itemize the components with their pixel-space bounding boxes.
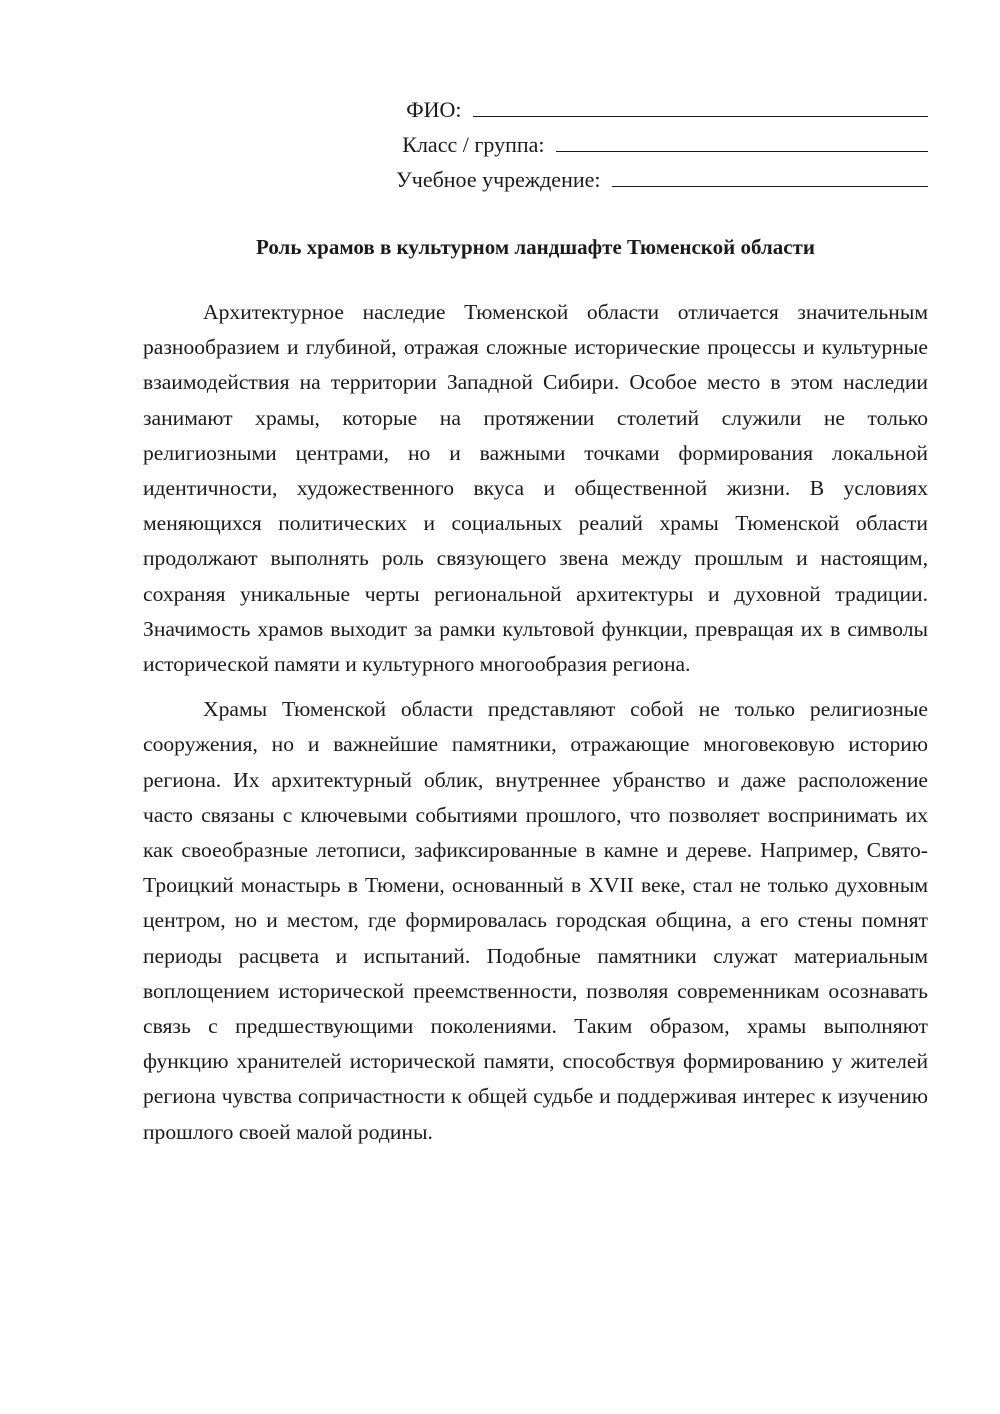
paragraph-2: Храмы Тюменской области представляют собой не только религиозные сооружения, но и важнейшие памятники, отражающие многовековую историю региона. Их архитектурный облик, внутреннее убранство и даже расположение часто связаны с ключевыми событиями прошлого, что позволяет воспринимать их как своеобразные летописи, зафиксированные в камне и дереве. Например, Свято-Троицкий монастырь в Тюмени, основанный в XVII веке, стал не только духовным центром, но и местом, где формировалась городская община, а его стены помнят периоды расцвета и испытаний. Подобные памятники служат материальным воплощением исторической преемственности, позволяя современникам осознавать связь с предшествующими поколениями. Таким образом, храмы выполняют функцию хранителей исторической памяти, способствуя формированию у жителей региона чувства сопричастности к общей судьбе и поддерживая интерес к изучению прошлого своей малой родины. — [143, 697, 928, 1144]
school-blank-field[interactable] — [612, 162, 928, 187]
document-title: Роль храмов в культурном ландшафте Тюменской области — [256, 235, 815, 259]
paragraph-1: Архитектурное наследие Тюменской области отличается значительным разнообразием и глубиной, отражая сложные исторические процессы и культурные взаимодействия на территории Западной Сибири. Особое место в этом наследии занимают храмы, которые на протяжении столетий служили не только религиозными центрами, но и важными точками формирования локальной идентичности, художественного вкуса и общественной жизни. В условиях меняющихся политических и социальных реалий храмы Тюменской области продолжают выполнять роль связующего звена между прошлым и настоящим, сохраняя уникальные черты региональной архитектуры и духовной традиции. Значимость храмов выходит за рамки культовой функции, превращая их в символы исторической памяти и культурного многообразия региона. — [143, 300, 928, 677]
fio-line — [396, 92, 928, 127]
school-label: Учебное учреждение: — [396, 167, 601, 192]
document-body — [143, 295, 928, 1150]
fio-label: ФИО: — [406, 97, 462, 122]
fio-blank-field[interactable] — [473, 92, 928, 117]
class-label: Класс / группа: — [402, 132, 545, 157]
class-line — [396, 127, 928, 162]
student-info-header — [396, 92, 928, 197]
class-blank-field[interactable] — [556, 127, 928, 152]
school-line — [396, 162, 928, 197]
